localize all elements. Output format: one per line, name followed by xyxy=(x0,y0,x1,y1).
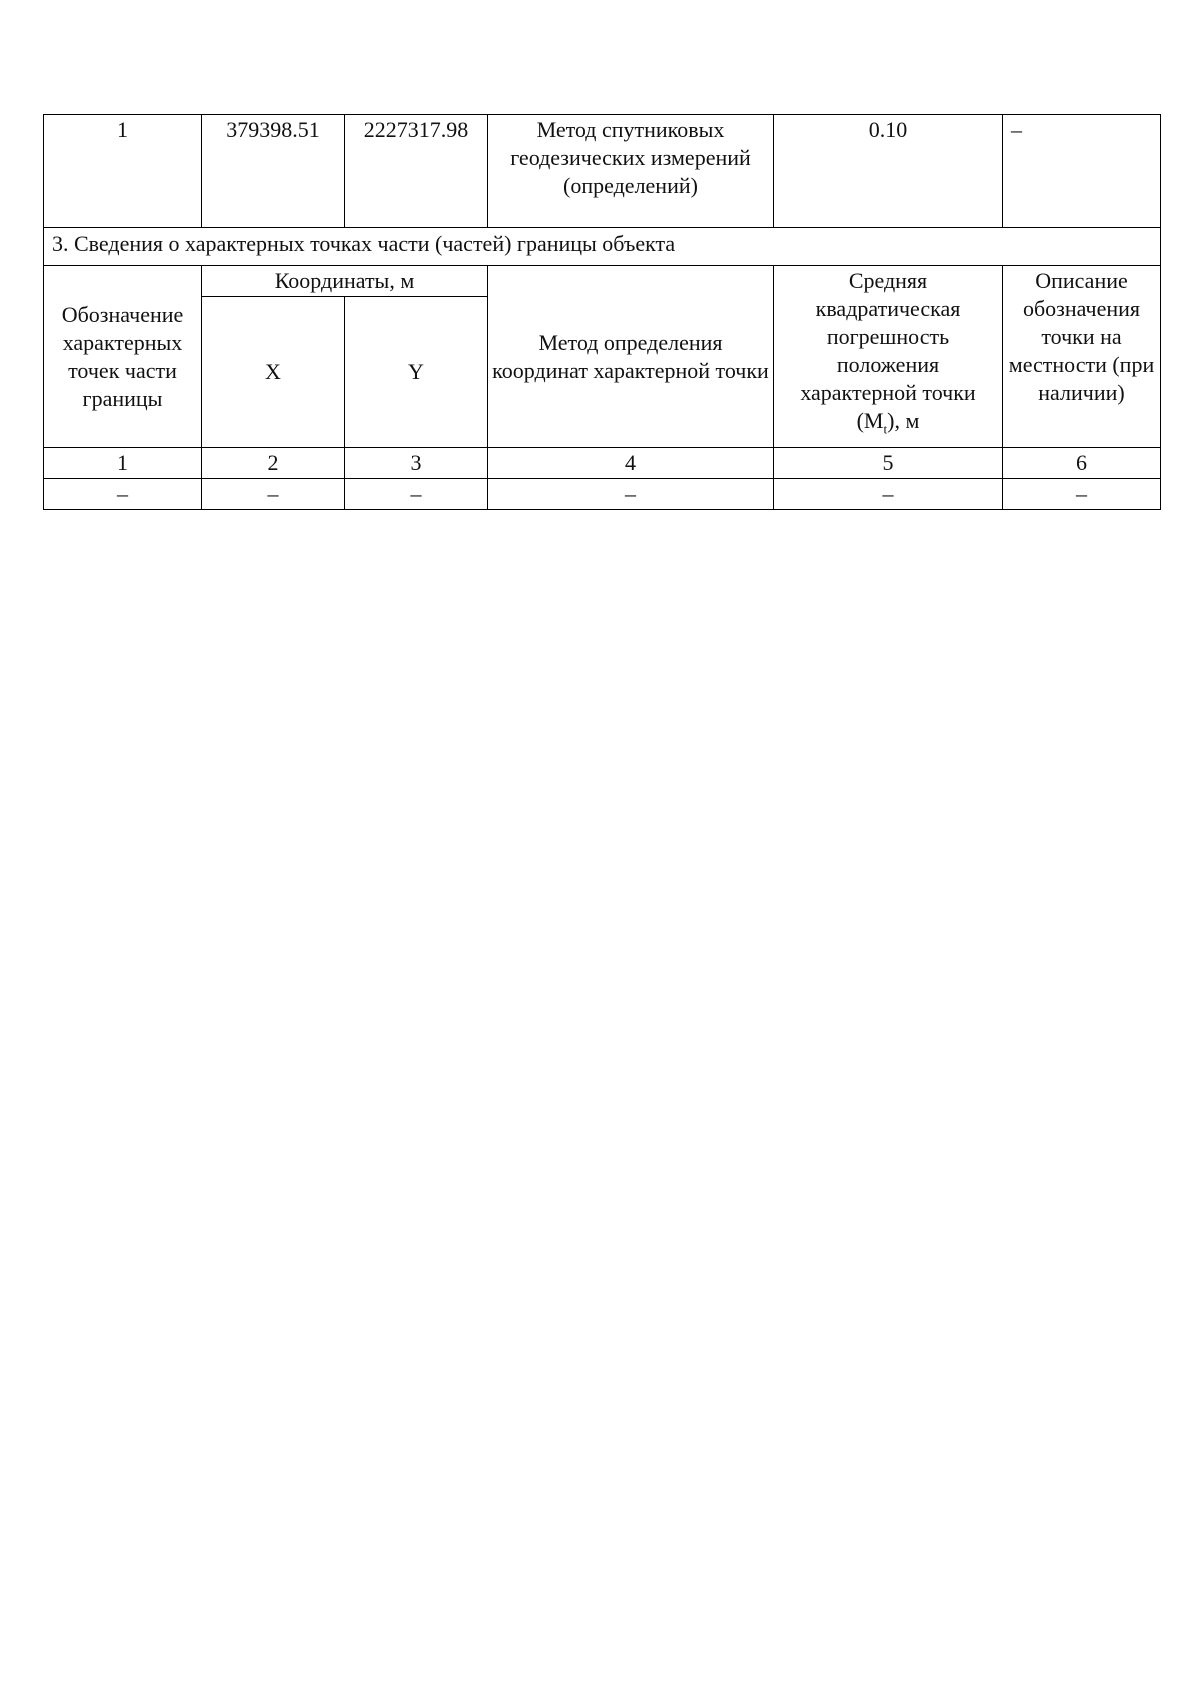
description-cell: – xyxy=(1003,115,1161,228)
section-title: 3. Сведения о характерных точках части (частей) границы объекта xyxy=(44,228,1161,266)
y-coordinate-cell: 2227317.98 xyxy=(345,115,488,228)
column-number: 1 xyxy=(44,448,202,479)
method-cell: Метод спутниковых геодезических измерений (определений) xyxy=(488,115,774,228)
column-number: 3 xyxy=(345,448,488,479)
header-error xyxy=(774,266,1003,448)
column-number: 5 xyxy=(774,448,1003,479)
empty-cell: – xyxy=(44,479,202,510)
section-title-row xyxy=(44,228,1161,266)
column-number: 6 xyxy=(1003,448,1161,479)
header-x: X xyxy=(202,297,345,448)
table-row xyxy=(44,115,1161,228)
column-number: 2 xyxy=(202,448,345,479)
column-number-row xyxy=(44,448,1161,479)
empty-cell: – xyxy=(202,479,345,510)
empty-cell: – xyxy=(488,479,774,510)
header-designation: Обозначение характерных точек части границы xyxy=(44,266,202,448)
point-number-cell: 1 xyxy=(44,115,202,228)
header-description: Описание обозначения точки на местности (при наличии) xyxy=(1003,266,1161,448)
header-coordinates: Координаты, м xyxy=(202,266,488,297)
header-error-main: Средняя квадратическая погрешность положения характерной точки (M xyxy=(800,268,976,433)
empty-cell: – xyxy=(1003,479,1161,510)
header-error-subscript: t xyxy=(883,421,888,437)
error-cell: 0.10 xyxy=(774,115,1003,228)
header-method: Метод определения координат характерной точки xyxy=(488,266,774,448)
empty-cell: – xyxy=(345,479,488,510)
header-error-tail: ), м xyxy=(887,408,920,433)
header-y: Y xyxy=(345,297,488,448)
table-row xyxy=(44,479,1161,510)
x-coordinate-cell: 379398.51 xyxy=(202,115,345,228)
header-row xyxy=(44,266,1161,297)
empty-cell: – xyxy=(774,479,1003,510)
boundary-points-table xyxy=(43,114,1161,510)
column-number: 4 xyxy=(488,448,774,479)
